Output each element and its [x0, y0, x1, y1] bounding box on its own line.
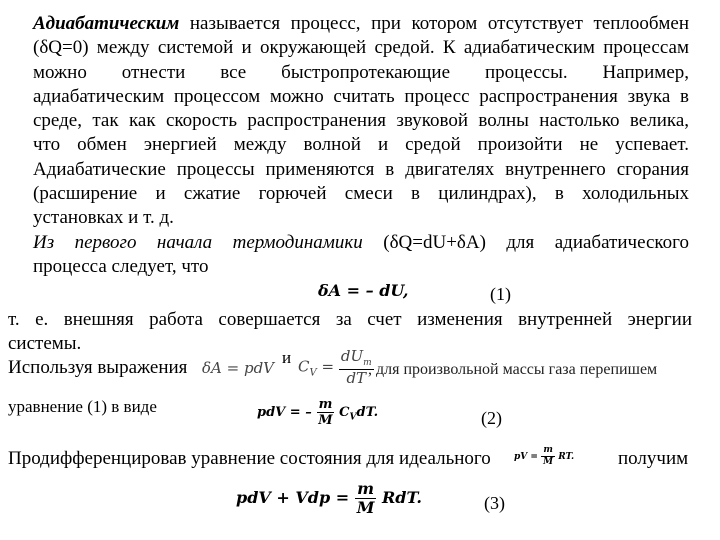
cv-expression: $C_V$ = $\frac{dU_m}{dT}$: [298, 347, 372, 387]
cv-subscript: V: [309, 367, 317, 379]
rewrite-text: уравнение (1) в виде: [8, 397, 157, 416]
paragraph-line-11: процесса следует, что: [33, 255, 209, 277]
paragraph-line-7: Адиабатические процессы применяются в двигателях внутреннего сгорания: [33, 158, 689, 180]
state-eq-fraction: [541, 446, 555, 467]
term-adiabatic: Адиабатическим: [33, 13, 180, 34]
state-equation: [514, 446, 574, 467]
eq2-num: m: [318, 397, 333, 412]
eq3-rhs: RdT.: [381, 488, 422, 507]
eq2-rhs: C: [339, 405, 350, 420]
equation-2: [257, 398, 378, 427]
eq3-lhs: pdV + Vdp =: [236, 488, 350, 507]
equation-3: [236, 481, 422, 516]
we-get-text: получим: [618, 448, 689, 469]
cv-numerator: dU: [340, 347, 364, 365]
using-expressions-text: Используя выражения: [8, 357, 188, 378]
paragraph-line-5: среде, так как скорость распространения звуковой волны настолько велика,: [33, 110, 689, 132]
expression-dA: δA = pdV: [202, 359, 275, 377]
work-sentence: т. е. внешняя работа совершается за счет изменения внутренней энергии: [8, 309, 692, 330]
paragraph-line-2: (δQ=0) между системой и окружающей средой. К адиабатическим процессам: [33, 37, 689, 59]
line-text: (δQ=dU+δA) для адиабатического: [362, 231, 689, 253]
eq2-rhs-sub: V: [349, 412, 357, 423]
paragraph-line-4: адиабатическим процессом можно считать процесс распространения звука в: [33, 85, 689, 107]
paragraph-line-9: установках и т. д.: [33, 207, 174, 229]
arbitrary-mass-text: , для произвольной массы газа перепишем: [368, 361, 658, 378]
state-eq-rhs: RT.: [558, 452, 575, 462]
eq2-den: M: [318, 413, 333, 428]
differentiate-text: Продифференцировав уравнение состояния для идеального: [8, 448, 491, 469]
cv-numerator-sub: m: [363, 358, 372, 368]
state-eq-den: M: [543, 457, 554, 467]
eq3-num: m: [357, 479, 375, 498]
eq3-fraction: [355, 481, 377, 516]
paragraph-line-10: [33, 231, 689, 255]
first-law-phrase: Из первого начала термодинамики: [33, 231, 363, 253]
system-word: системы.: [8, 333, 82, 354]
paragraph-line-1: [33, 12, 689, 36]
eq2-rhs-end: dT.: [356, 405, 379, 420]
equation-1: δA = – dU,: [318, 281, 409, 300]
eq3-den: M: [356, 498, 375, 517]
eq2-fraction: [316, 398, 334, 427]
conjunction-and: и: [282, 348, 292, 367]
equation-3-number: (3): [484, 493, 505, 513]
state-eq-lhs: pV =: [514, 452, 538, 462]
line-text: называется процесс, при котором отсутствует теплообмен: [179, 13, 689, 34]
state-eq-num: m: [543, 445, 553, 455]
equation-2-number: (2): [481, 408, 502, 428]
equation-1-number: (1): [490, 284, 511, 304]
intro-paragraph: [33, 12, 689, 279]
cv-symbol: C: [298, 357, 310, 376]
paragraph-line-3: можно отнести все быстропротекающие процессы. Например,: [33, 61, 689, 83]
paragraph-line-6: что обмен энергией между волной и средой произойти не успевает.: [33, 134, 689, 156]
paragraph-line-8: (расширение и сжатие горючей смеси в цилиндрах), в холодильных: [33, 183, 689, 205]
eq2-lhs: pdV = –: [257, 405, 312, 420]
cv-denominator: dT: [346, 369, 367, 387]
